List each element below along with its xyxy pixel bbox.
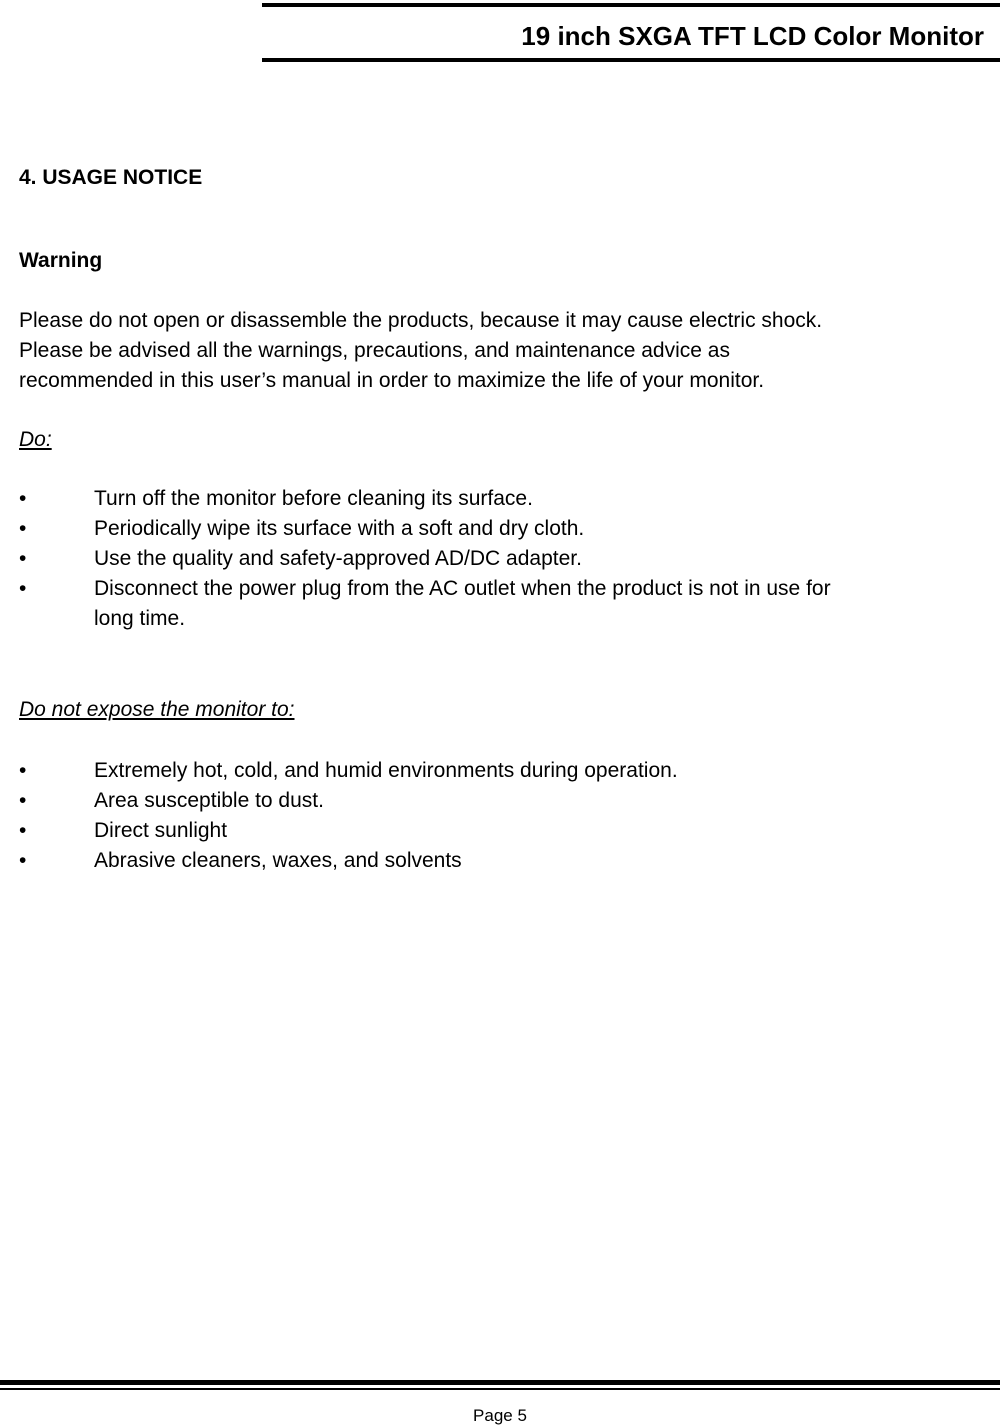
list-item [19, 846, 989, 876]
warning-heading: Warning [19, 249, 103, 272]
bullet-icon: • [19, 547, 27, 570]
list-item [19, 484, 989, 514]
header-rule-top [262, 3, 1000, 7]
list-item-text [94, 544, 989, 574]
list-item [19, 756, 989, 786]
page-number: Page 5 [473, 1406, 527, 1425]
warning-paragraph [19, 306, 989, 396]
list-item [19, 544, 989, 574]
header-rule-bottom [262, 58, 1000, 62]
list-item-text [94, 484, 989, 514]
list-item-text [94, 846, 989, 876]
do-not-list [19, 756, 989, 876]
list-item-text [94, 786, 989, 816]
bullet-icon: • [19, 849, 27, 872]
list-item-line: Turn off the monitor before cleaning its surface. [94, 487, 533, 510]
list-item-text [94, 514, 989, 544]
list-item [19, 786, 989, 816]
do-list [19, 484, 989, 634]
section-title: 4. USAGE NOTICE [19, 166, 203, 189]
warning-line: recommended in this user’s manual in order to maximize the life of your monitor. [19, 369, 765, 392]
bullet-icon: • [19, 577, 27, 600]
bullet-icon: • [19, 487, 27, 510]
list-item-line: Extremely hot, cold, and humid environments during operation. [94, 759, 678, 782]
list-item-line: Area susceptible to dust. [94, 789, 324, 812]
bullet-icon: • [19, 819, 27, 842]
list-item-line: Use the quality and safety-approved AD/DC adapter. [94, 547, 582, 570]
list-item-line: Direct sunlight [94, 819, 228, 842]
warning-line: Please be advised all the warnings, precautions, and maintenance advice as [19, 339, 730, 362]
do-heading: Do: [19, 428, 52, 451]
list-item-line: long time. [94, 607, 186, 630]
list-item-text [94, 574, 989, 634]
list-item-text [94, 816, 989, 846]
list-item-line: Periodically wipe its surface with a soft and dry cloth. [94, 517, 585, 540]
list-item [19, 574, 989, 634]
list-item-line: Abrasive cleaners, waxes, and solvents [94, 849, 462, 872]
bullet-icon: • [19, 789, 27, 812]
do-not-heading: Do not expose the monitor to: [19, 698, 295, 721]
footer-rule-thick [0, 1380, 1000, 1385]
bullet-icon: • [19, 517, 27, 540]
list-item [19, 816, 989, 846]
bullet-icon: • [19, 759, 27, 782]
list-item-line: Disconnect the power plug from the AC outlet when the product is not in use for [94, 577, 831, 600]
warning-line: Please do not open or disassemble the products, because it may cause electric shock. [19, 309, 823, 332]
list-item-text [94, 756, 989, 786]
list-item [19, 514, 989, 544]
footer-rule-thin [0, 1388, 1000, 1390]
document-title: 19 inch SXGA TFT LCD Color Monitor [521, 21, 984, 51]
